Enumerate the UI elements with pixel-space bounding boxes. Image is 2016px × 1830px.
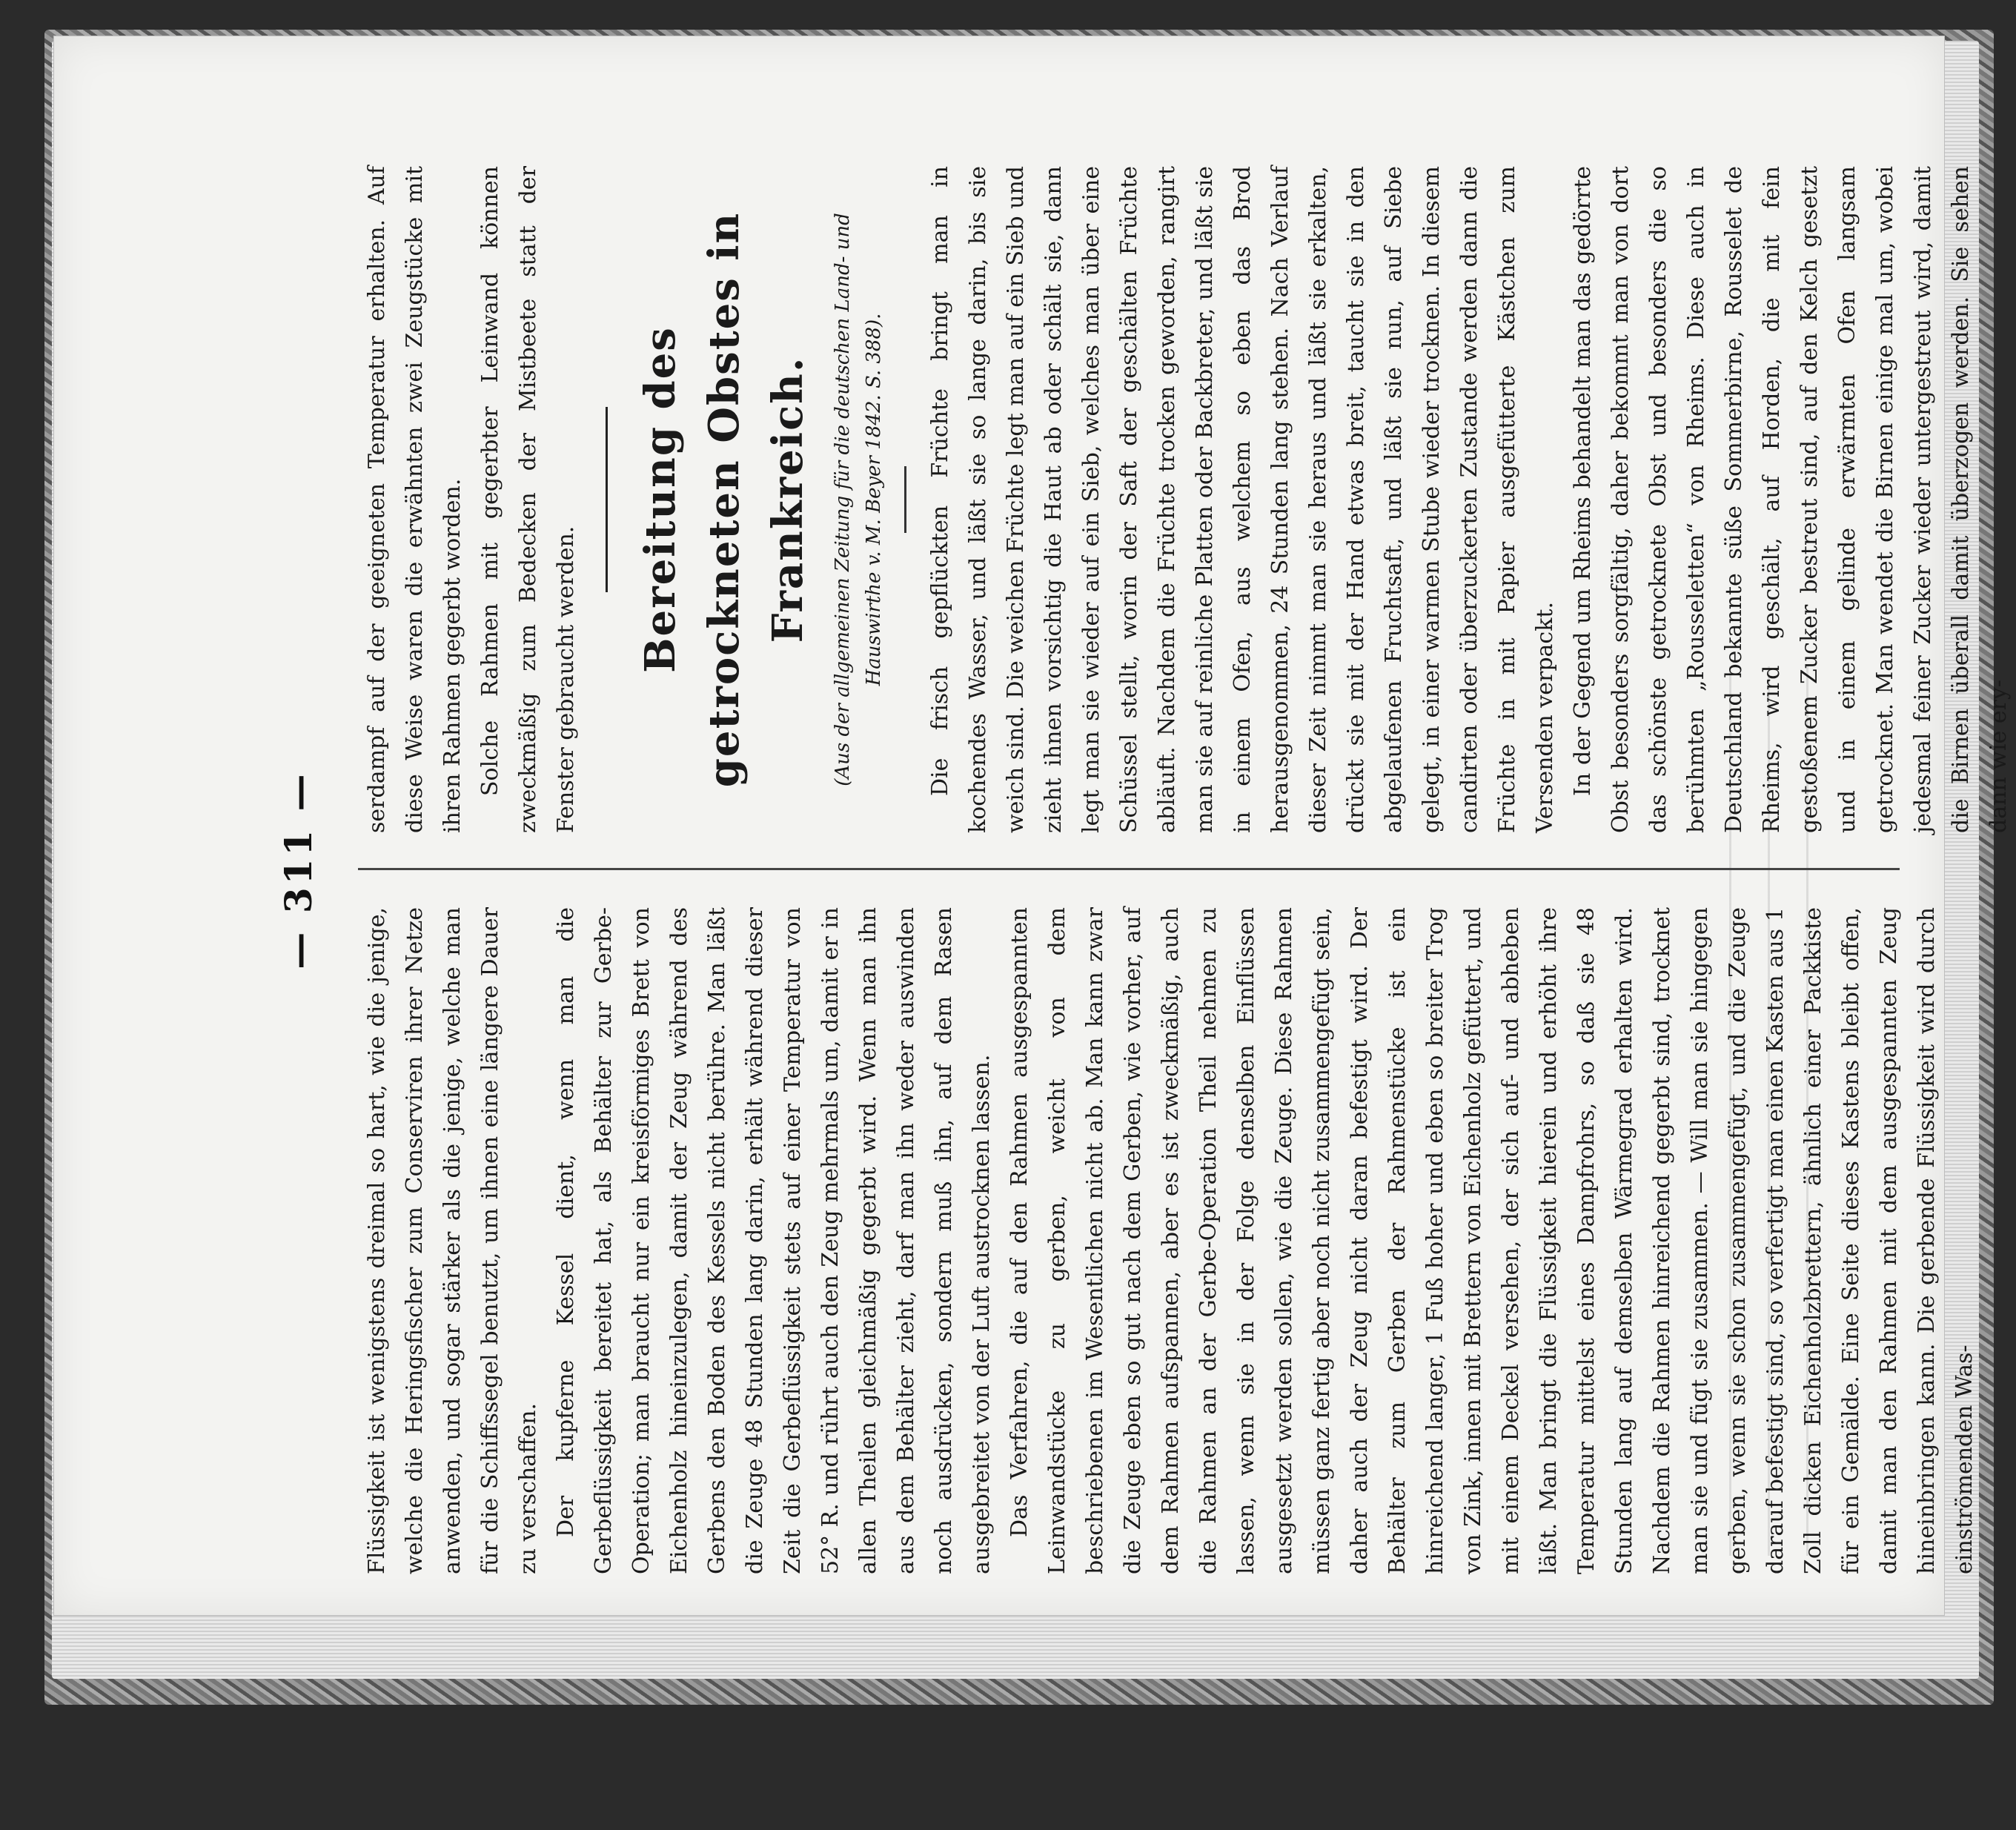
title-divider — [904, 466, 906, 533]
paragraph: serdampf auf der geeigneten Temperatur erhalten. Auf diese Weise waren die erwähnten zwei Zeugstücke mit ihren Rahmen gegerbt worden. — [364, 166, 465, 833]
paragraph: Solche Rahmen mit gegerbter Leinwand können zweckmäßig zum Bedecken der Mistbeete statt der Fenster gebraucht werden. — [477, 166, 579, 833]
paragraph: Flüssigkeit ist wenigstens dreimal so hart, wie die jenige, welche die Heringsfischer zum Conserviren ihrer Netze anwenden, und sogar stärker als die jenige, welche man für die Schiffssegel benutzt, um ihnen eine längere Dauer zu verschaffen. — [364, 907, 541, 1574]
column-divider — [358, 868, 1900, 870]
section-divider — [606, 407, 608, 592]
left-column — [358, 907, 1983, 1574]
right-column — [358, 166, 2016, 833]
article-source: (Aus der allgemeinen Zeitung für die deutschen Land- und Hauswirthe v. M. Beyer 1842. S. 388). — [832, 213, 885, 786]
paragraph: In der Gegend um Rheims behandelt man das gedörrte Obst besonders sorgfältig, daher bekommt man von dort das schönste getrocknete Obst und besonders die so berühmten „Rousseletten“ von Rheims. Diese auch in Deutschland bekannte süße Sommerbirne, Rousselet de Rheims, wird geschält, auf Horden, die mit fein gestoßenem Zucker bestreut sind, auf den Kelch gesetzt und in einem gelinde erwärmten Ofen langsam getrocknet. Man wendet die Birnen einige mal um, wobei jedesmal feiner Zucker wieder untergestreut wird, damit die Birnen überall damit überzogen werden. Sie sehen dann wie ery- — [1570, 166, 2012, 833]
article-title: Bereitung des getrockneten Obstes in Frankreich. — [636, 211, 812, 788]
page-number: — 311 — — [276, 771, 320, 969]
book-page — [53, 36, 2012, 1616]
rotated-page-content — [276, 166, 2012, 1574]
paragraph: Die frisch gepflückten Früchte bringt man in kochendes Wasser, und läßt sie so lange darin, bis sie weich sind. Die weichen Früchte legt man auf ein Sieb und zieht ihnen vorsichtig die Haut ab oder schält sie, dann legt man sie wieder auf ein Sieb, welches man über eine Schüssel stellt, worin der Saft der geschälten Früchte abläuft. Nachdem die Früchte trocken geworden, rangirt man sie auf reinliche Platten oder Backbreter, und läßt sie in einem Ofen, aus welchem so eben das Brod herausgenommen, 24 Stunden lang stehen. Nach Verlauf dieser Zeit nimmt man sie heraus und läßt sie erkalten, drückt sie mit der Hand etwas breit, taucht sie in den abgelaufenen Fruchtsaft, und läßt sie nun, auf Siebe gelegt, in einer warmen Stube wieder trocknen. In diesem candirten oder überzuckerten Zustande werden dann die Früchte in mit Papier ausgefütterte Kästchen zum Versenden verpackt. — [927, 166, 1558, 833]
paragraph: Das Verfahren, die auf den Rahmen ausgespannten Leinwandstücke zu gerben, weicht von dem beschriebenen im Wesentlichen nicht ab. Man kann zwar die Zeuge eben so gut nach dem Gerben, wie vorher, auf dem Rahmen aufspannen, aber es ist zweckmäßig, auch die Rahmen an der Gerbe-Operation Theil nehmen zu lassen, wenn sie in der Folge denselben Einflüssen ausgesetzt werden sollen, wie die Zeuge. Diese Rahmen müssen ganz fertig aber noch nicht zusammengefügt sein, daher auch der Zeug nicht daran befestigt wird. Der Behälter zum Gerben der Rahmenstücke ist ein hinreichend langer, 1 Fuß hoher und eben so breiter Trog von Zink, innen mit Brettern von Eichenholz gefüttert, und mit einem Deckel versehen, der sich auf- und abheben läßt. Man bringt die Flüssigkeit hierein und erhöht ihre Temperatur mittelst eines Dampfrohrs, so daß sie 48 Stunden lang auf demselben Wärmegrad erhalten wird. Nachdem die Rahmen hinreichend gegerbt sind, trocknet man sie und fügt sie zusammen. — Will man sie hingegen gerben, wenn sie schon zusammengefügt, und die Zeuge darauf befestigt sind, so verfertigt man einen Kasten aus 1 Zoll dicken Eichenholzbrettern, ähnlich einer Packkiste für ein Gemälde. Eine Seite dieses Kastens bleibt offen, damit man den Rahmen mit dem ausgespannten Zeug hineinbringen kann. Die gerbende Flüssigkeit wird durch einströmenden Was- — [1007, 907, 1977, 1574]
paragraph: Der kupferne Kessel dient, wenn man die Gerbeflüssigkeit bereitet hat, als Behälter zur Gerbe-Operation; man braucht nur ein kreisförmiges Brett von Eichenholz hineinzulegen, damit der Zeug während des Gerbens den Boden des Kessels nicht berühre. Man läßt die Zeuge 48 Stunden lang darin, erhält während dieser Zeit die Gerbeflüssigkeit stets auf einer Temperatur von 52° R. und rührt auch den Zeug mehrmals um, damit er in allen Theilen gleichmäßig gegerbt wird. Wenn man ihn aus dem Behälter zieht, darf man ihn weder auswinden noch ausdrücken, sondern muß ihn, auf dem Rasen ausgebreitet von der Luft austrocknen lassen. — [553, 907, 995, 1574]
